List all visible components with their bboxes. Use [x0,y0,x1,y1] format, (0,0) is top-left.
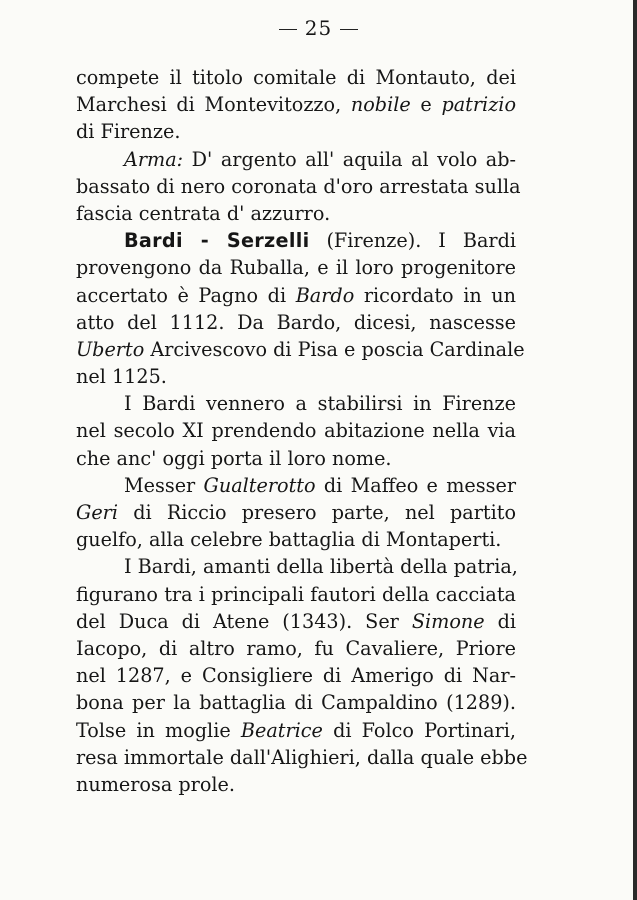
text-line: resa immortale dall'Alighieri, dalla quale ebbe [76,745,528,769]
page-edge-shadow [633,0,637,900]
text-line: di Firenze. [76,120,181,144]
entry-heading: Bardi - Serzelli [124,229,310,253]
text-line: fascia centrata d' azzurro. [76,201,331,225]
page-number-value: 25 [304,16,333,40]
text-line: numerosa prole. [76,772,235,796]
page-number [0,16,637,40]
italic-term: Gualterotto [203,473,316,497]
text-line: accertato è Pagno di Bardo ricordato in un [76,283,516,307]
text-line: provengono da Ruballa, e il loro progenitore [76,256,516,280]
text-line: Bardi - Serzelli (Firenze). I Bardi [124,229,516,253]
italic-term: nobile [350,93,411,117]
text-line: nel 1287, e Consigliere di Amerigo di Nar- [76,664,516,688]
text-line: Messer Gualterotto di Maffeo e messer [124,473,516,497]
page-number-dash-right [340,29,358,30]
italic-term: Beatrice [240,718,323,742]
text-line: Tolse in moglie Beatrice di Folco Portinari, [76,718,516,742]
text-line: figurano tra i principali fautori della cacciata [76,582,516,606]
page-number-dash-left [279,29,297,30]
text-line: I Bardi, amanti della libertà della patria, [124,555,518,579]
text-line: guelfo, alla celebre battaglia di Montaperti. [76,528,502,552]
text-line: che anc' oggi porta il loro nome. [76,446,392,470]
text-line: Arma: D' argento all' aquila al volo ab- [124,147,516,171]
text-line: Uberto Arcivescovo di Pisa e poscia Cardinale [76,337,525,361]
text-line: I Bardi vennero a stabilirsi in Firenze [124,392,516,416]
text-line: Geri di Riccio presero parte, nel partito [76,501,516,524]
text-line: atto del 1112. Da Bardo, dicesi, nascesse [76,310,516,334]
text-line: bassato di nero coronata d'oro arrestata sulla [76,174,521,198]
text-line: nel secolo XI prendendo abitazione nella via [76,419,516,443]
italic-term: Uberto [76,337,145,361]
text-line: compete il titolo comitale di Montauto, dei [76,66,516,89]
body-text [76,64,528,798]
italic-term: Simone [411,609,485,633]
text-line: nel 1125. [76,365,167,389]
text-line: Marchesi di Montevitozzo, nobile e patrizio [76,93,516,117]
text-line: Iacopo, di altro ramo, fu Cavaliere, Priore [76,636,516,660]
italic-term: Bardo [295,283,355,307]
italic-term: Geri [76,501,118,524]
italic-term: Arma: [124,147,184,171]
text-line: del Duca di Atene (1343). Ser Simone di [76,609,516,633]
text-line: bona per la battaglia di Campaldino (1289). [76,691,516,715]
italic-term: patrizio [441,93,516,117]
